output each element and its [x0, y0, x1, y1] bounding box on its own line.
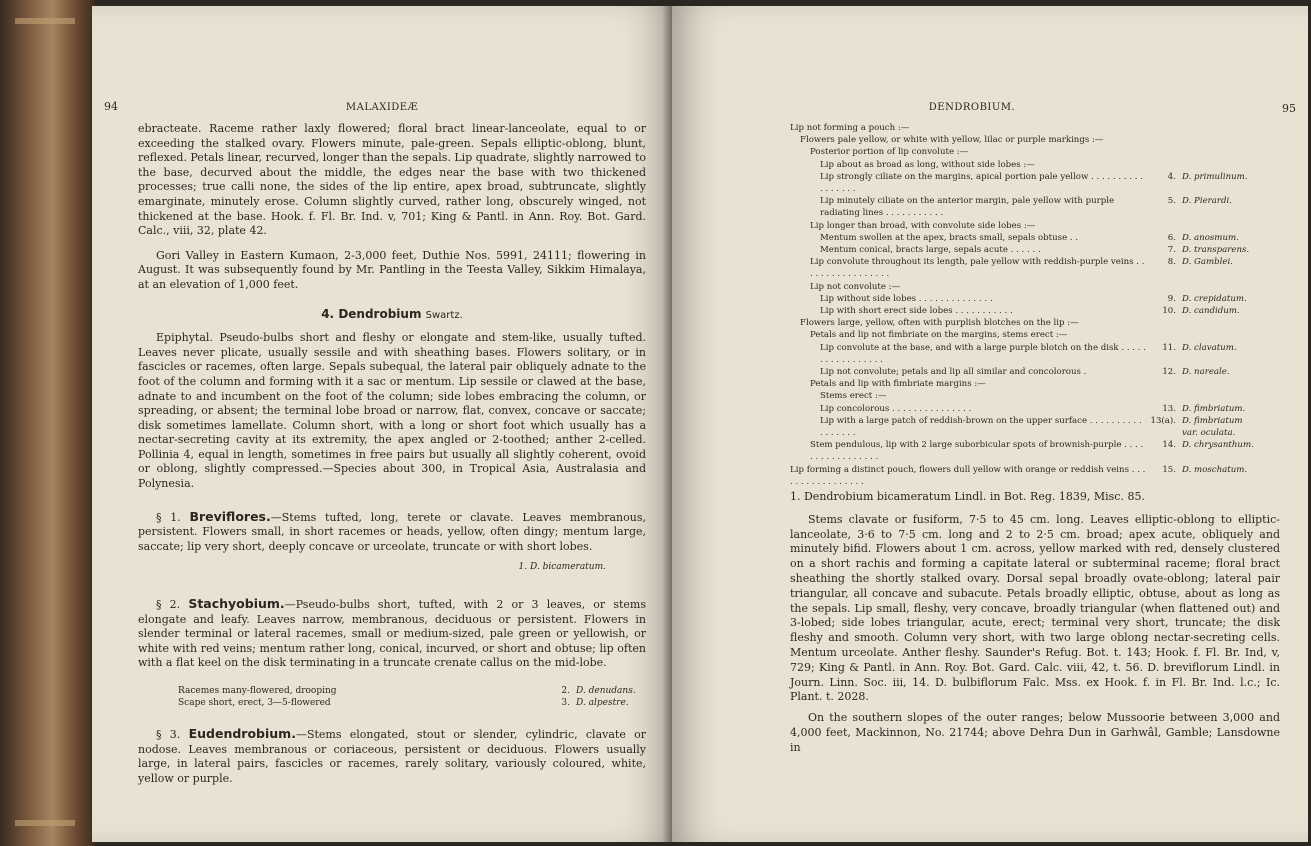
group-text: —Pseudo-bulbs short, tufted, with 2 or 3 leaves, or stems elongate and leafy. Leaves narrow, membranous, deciduous or persistent. Flowers in slender terminal or lateral racemes, small or medium-sized, pale green or yellowish, or white with red veins; mentum rather long, conical, incurved, or short and obtuse; lip often with a flat keel on the disk terminating in a truncate crenate callus on the mid-lobe. — [138, 598, 646, 670]
right-text-column — [790, 490, 1280, 756]
key-species: D. primulinum. — [1182, 171, 1248, 182]
key-species: D. fimbriatum. — [1182, 403, 1246, 414]
paragraph: Stems clavate or fusiform, 7·5 to 45 cm. long. Leaves elliptic-oblong to elliptic-lanceolate, 3·6 to 7·5 cm. long and 2 to 2·5 cm. broad; apex acute, obliquely and minutely bifid. Flowers about 1 cm. across, yellow marked with red, densely clustered on a short rachis and forming a capitate lateral or subterminal raceme; floral bract sheathing the shortly stalked ovary. Dorsal sepal broadly ovate-oblong; lateral pair triangular, all concave and subacute. Petals broadly elliptic, obtuse, about as long as the sepals. Lip small, fleshy, very concave, broadly triangular (when flattened out) and 3-lobed; side lobes triangular, acute, erect; terminal very short, truncate; the disk fleshy and smooth. Column very short, with two large oblong nectar-secreting cells. Mentum urceolate. Anther fleshy. Saunder's Refug. Bot. t. 143; Hook. f. Fl. Br. Ind, v, 729; King & Pantl. in Ann. Roy. Bot. Gard. Calc. viii, 42, t. 56. D. breviflorum Lindl. in Journ. Linn. Soc. iii, 14. D. bulbiflorum Falc. Mss. ex Hook. f. in Fl. Br. Ind. l.c.; Ic. Plant. t. 2028. — [790, 512, 1280, 704]
key-row — [178, 697, 646, 709]
key-species: D. Gamblei. — [1182, 257, 1233, 268]
key-row — [790, 244, 1260, 256]
key-text: Lip about as broad as long, without side lobes :— — [820, 159, 1035, 170]
key-species: D. chrysanthum. — [1182, 440, 1254, 451]
key-text: Lip not convolute; petals and lip all similar and concolorous . — [820, 367, 1087, 378]
group-label: § 1. — [156, 510, 181, 524]
key-row — [790, 378, 1260, 390]
genus-authority: Swartz. — [425, 309, 463, 321]
key-text: Mentum swollen at the apex, bracts small, sepals obtuse . . — [820, 232, 1079, 243]
key-number: 13. — [1162, 403, 1176, 414]
key-text: Scape short, erect, 3—5-flowered — [178, 698, 331, 708]
group-reference: 1. D. bicameratum. — [518, 562, 606, 573]
group-label: § 3. — [156, 728, 181, 741]
key-text: Lip convolute throughout its length, pale yellow with reddish-purple veins . . . . . . . . . . . . . . . . . — [810, 257, 1145, 280]
key-number: 13(a). — [1150, 415, 1176, 426]
key-number: 9. — [1167, 293, 1176, 304]
key-text: Lip longer than broad, with convolute side lobes :— — [810, 220, 1036, 231]
key-species: D. crepidatum. — [1182, 293, 1247, 304]
page-number: 94 — [104, 100, 118, 113]
key-text: Lip strongly ciliate on the margins, apical portion pale yellow . . . . . . . . . . . . . . . . . — [820, 171, 1143, 195]
key-number: 11. — [1162, 342, 1176, 353]
key-text: Lip with a large patch of reddish-brown on the upper surface . . . . . . . . . . . . . . . . . — [820, 415, 1142, 439]
group-text: —Stems tufted, long, terete or clavate. Leaves membranous, persistent. Flowers small, in short racemes or heads, yellow, often dingy; mentum large, saccate; lip very short, deeply concave or urceolate, truncate or with short lobes. — [138, 510, 646, 553]
key-row — [790, 171, 1260, 195]
key-species: D. moschatum. — [1182, 464, 1248, 475]
binding-band — [15, 820, 75, 826]
key-species: D. anosmum. — [1182, 232, 1239, 243]
key-row — [790, 256, 1260, 280]
key-row — [790, 281, 1260, 293]
key-number: 2. — [561, 686, 570, 696]
key-row — [790, 366, 1260, 378]
paragraph: ebracteate. Raceme rather laxly flowered; floral bract linear-lanceolate, equal to or exceeding the stalked ovary. Flowers minute, pale-green. Sepals elliptic-oblong, blunt, reflexed. Petals linear, recurved, longer than the sepals. Lip quadrate, slightly narrowed to the base, decurved about the middle, the edges near the base with two thickened processes; true calli none, the sides of the lip entire, apex broad, subtruncate, slightly emarginate, minutely erose. Column slightly curved, rather long, obscurely winged, not thickened at the base. Hook. f. Fl. Br. Ind. v, 701; King & Pantl. in Ann. Roy. Bot. Gard. Calc., viii, 32, plate 42. — [138, 122, 646, 238]
genus-number: 4. — [321, 306, 335, 321]
key-text: Lip not convolute :— — [810, 281, 901, 292]
group-name: Eudendrobium. — [188, 726, 296, 741]
key-number: 15. — [1162, 464, 1176, 475]
key-text: Lip with short erect side lobes . . . . . . . . . . . — [820, 306, 1013, 317]
key-number: 4. — [1167, 171, 1176, 182]
group-name: Stachyobium. — [188, 596, 285, 612]
genus-heading — [138, 307, 646, 324]
key-row — [790, 403, 1260, 415]
key-number: 10. — [1162, 306, 1176, 317]
paragraph: On the southern slopes of the outer ranges; below Mussoorie between 3,000 and 4,000 feet, Mackinnon, No. 21744; above Dehra Dun in Garhwâl, Gamble; Lansdowne in — [790, 711, 1280, 754]
key-row — [790, 342, 1260, 366]
key-row — [178, 685, 646, 697]
key-number: 12. — [1162, 367, 1176, 378]
book-binding — [0, 0, 95, 846]
key-row — [790, 134, 1260, 146]
key-text: Racemes many-flowered, drooping — [178, 686, 337, 696]
genus-name: Dendrobium — [338, 306, 422, 321]
left-text-column — [138, 122, 646, 786]
key-row — [790, 293, 1260, 305]
key-species: D. clavatum. — [1182, 342, 1237, 353]
group-name: Breviflores. — [189, 508, 271, 524]
key-text: Lip without side lobes . . . . . . . . . . . . . . — [820, 293, 993, 304]
key-row — [790, 195, 1260, 219]
key-species: D. nareale. — [1182, 367, 1230, 378]
running-head: MALAXIDEÆ — [345, 102, 419, 113]
key-row — [790, 329, 1260, 341]
key-row — [790, 305, 1260, 317]
key-row — [790, 122, 1260, 134]
key-text: Mentum conical, bracts large, sepals acute . . . . . . — [820, 245, 1041, 256]
key-number: 8. — [1167, 257, 1176, 268]
key-text: Flowers pale yellow, or white with yellow, lilac or purple markings :— — [800, 135, 1104, 146]
group-section — [138, 597, 646, 709]
key-number: 3. — [561, 698, 570, 708]
genus-description: Epiphytal. Pseudo-bulbs short and fleshy or elongate and stem-like, usually tufted. Leaves never plicate, usually sessile and with sheathing bases. Flowers solitary, or in fascicles or racemes, often large. Sepals subequal, the lateral pair obliquely adnate to the foot of the column and forming with it a sac or mentum. Lip sessile or clawed at the base, adnate to and incumbent on the foot of the column; side lobes embracing the column, or spreading, or absent; the terminal lobe broad or narrow, flat, convex, concave or saccate; disk sometimes lamellate. Column short, with a long or short foot which usually has a nectar-secreting cavity at its extremity, the apex angled or 2-toothed; anther 2-celled. Pollinia 4, equal in length, sometimes in free pairs but usually all slightly coherent, ovoid or oblong, slightly compressed.—Species about 300, in Tropical Asia, Australasia and Polynesia. — [138, 331, 646, 491]
key-row — [790, 317, 1260, 329]
key-text: Lip convolute at the base, and with a large purple blotch on the disk . . . . . . . . . . . . . . . . . — [820, 342, 1146, 365]
key-number: 14. — [1162, 440, 1176, 451]
key-text: Flowers large, yellow, often with purplish blotches on the lip :— — [800, 318, 1079, 329]
key-row — [790, 232, 1260, 244]
key-text: Lip forming a distinct pouch, flowers dull yellow with orange or reddish veins . . . . . . . . . . . . . . . . . — [790, 464, 1146, 487]
key-species: D. alpestre. — [576, 698, 629, 708]
species-key — [790, 122, 1260, 488]
key-text: Posterior portion of lip convolute :— — [810, 147, 969, 158]
key-row — [790, 439, 1260, 463]
key-species: D. denudans. — [576, 686, 636, 696]
key-text: Petals and lip with fimbriate margins :— — [810, 379, 986, 390]
group-label: § 2. — [156, 598, 181, 612]
running-head: DENDROBIUM. — [928, 102, 1016, 113]
paragraph: Gori Valley in Eastern Kumaon, 2-3,000 feet, Duthie Nos. 5991, 24111; flowering in August. It was subsequently found by Mr. Pantling in the Teesta Valley, Sikkim Himalaya, at an elevation of 1,000 feet. — [138, 248, 646, 291]
key-number: 7. — [1167, 245, 1176, 256]
key-text: Stem pendulous, lip with 2 large suborbicular spots of brownish-purple . . . . . . . . . . . . . . . . . — [810, 440, 1144, 463]
key-text: Lip minutely ciliate on the anterior margin, pale yellow with purple radiating lines . . . . . . . . . . . — [820, 196, 1115, 219]
key-row — [790, 159, 1260, 171]
group-key — [178, 685, 646, 709]
group-section — [138, 727, 646, 786]
key-species: D. transparens. — [1182, 245, 1250, 256]
left-page — [92, 6, 672, 842]
group-section — [138, 510, 646, 575]
right-page — [672, 6, 1308, 842]
key-row — [790, 220, 1260, 232]
key-row — [790, 464, 1260, 488]
key-text: Petals and lip not fimbriate on the margins, stems erect :— — [810, 330, 1068, 341]
key-species: D. Pierardi. — [1182, 196, 1232, 207]
key-text: Stems erect :— — [820, 391, 887, 402]
species-heading: 1. Dendrobium bicameratum Lindl. in Bot. Reg. 1839, Misc. 85. — [790, 490, 1145, 503]
group-text: —Stems elongated, stout or slender, cylindric, clavate or nodose. Leaves membranous or coriaceous, persistent or deciduous. Flowers usually large, in lateral pairs, fascicles or racemes, rarely solitary, variously coloured, white, yellow or purple. — [138, 728, 646, 785]
binding-band — [15, 18, 75, 24]
key-number: 5. — [1167, 196, 1176, 207]
page-number: 95 — [1282, 102, 1296, 115]
key-number: 6. — [1167, 232, 1176, 243]
key-text: Lip not forming a pouch :— — [790, 123, 910, 133]
key-species: D. candidum. — [1182, 306, 1240, 317]
key-species: D. fimbriatum var. oculata. — [1182, 415, 1243, 439]
key-row — [790, 390, 1260, 402]
key-row — [790, 146, 1260, 158]
key-text: Lip concolorous . . . . . . . . . . . . . . . — [820, 403, 972, 414]
key-row — [790, 415, 1260, 439]
